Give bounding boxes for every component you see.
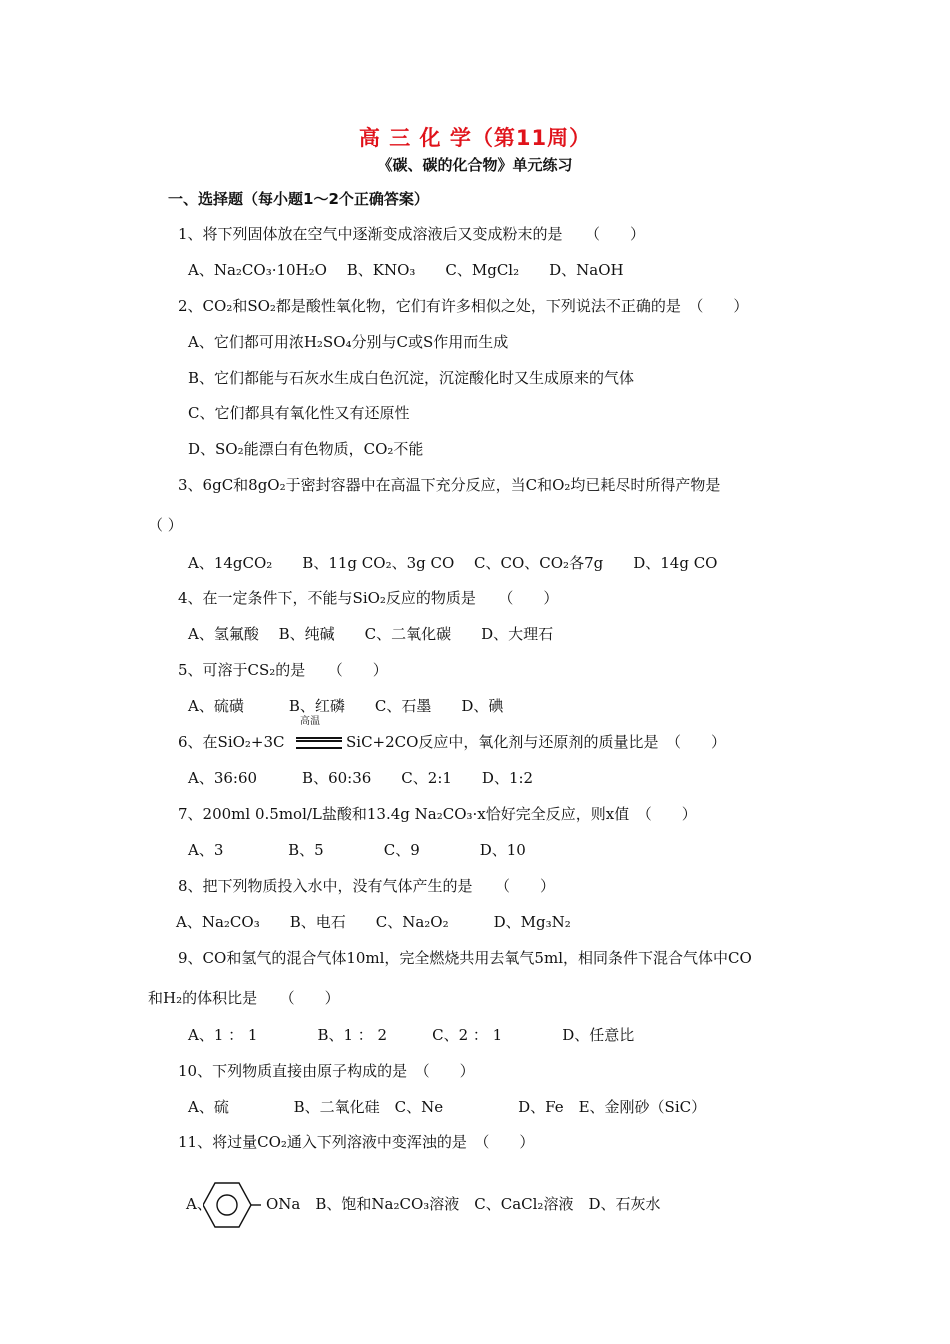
question-11: 11、将过量CO₂通入下列溶液中变浑浊的是 （ ） — [178, 1133, 535, 1151]
question-10-options: A、硫 B、二氧化硅 C、Ne D、Fe E、金刚砂（SiC） — [188, 1098, 707, 1116]
question-6-part-b: SiC+2CO反应中，氧化剂与还原剂的质量比是 （ ） — [346, 733, 726, 751]
question-6-part-a: 6、在SiO₂+3C — [178, 733, 285, 751]
question-3-continued: （ ） — [148, 516, 183, 534]
benzene-ring-icon — [203, 1180, 263, 1230]
page-subtitle: 《碳、碳的化合物》单元练习 — [377, 156, 573, 174]
question-5-options: A、硫磺 B、红磷 C、石墨 D、碘 — [188, 697, 504, 715]
question-8: 8、把下列物质投入水中，没有气体产生的是 （ ） — [178, 877, 556, 895]
question-9-continued: 和H₂的体积比是 （ ） — [148, 989, 340, 1007]
question-11-options: ONa B、饱和Na₂CO₃溶液 C、CaCl₂溶液 D、石灰水 — [266, 1195, 661, 1213]
question-5: 5、可溶于CS₂的是 （ ） — [178, 661, 388, 679]
question-6-options: A、36:60 B、60:36 C、2:1 D、1:2 — [188, 769, 534, 787]
question-2-option-d: D、SO₂能漂白有色物质，CO₂不能 — [188, 440, 424, 458]
question-7-options: A、3 B、5 C、9 D、10 — [188, 841, 526, 859]
question-2-option-a: A、它们都可用浓H₂SO₄分别与C或S作用而生成 — [188, 333, 509, 351]
reaction-equals-sign — [296, 737, 342, 749]
question-1-options: A、Na₂CO₃·10H₂O B、KNO₃ C、MgCl₂ D、NaOH — [188, 261, 624, 279]
page-title: 高 三 化 学（第11周） — [358, 126, 592, 150]
question-10: 10、下列物质直接由原子构成的是 （ ） — [178, 1062, 475, 1080]
question-8-options: A、Na₂CO₃ B、电石 C、Na₂O₂ D、Mg₃N₂ — [176, 913, 571, 931]
question-7: 7、200ml 0.5mol/L盐酸和13.4g Na₂CO₃·x恰好完全反应，则x值 （ ） — [178, 805, 697, 823]
question-4: 4、在一定条件下，不能与SiO₂反应的物质是 （ ） — [178, 589, 559, 607]
question-9-options: A、1 ： 1 B、1 ： 2 C、2 ： 1 D、任意比 — [188, 1026, 635, 1044]
section-heading: 一、选择题（每小题1～2个正确答案） — [168, 190, 429, 208]
question-2-option-b: B、它们都能与石灰水生成白色沉淀，沉淀酸化时又生成原来的气体 — [188, 369, 635, 387]
question-3-options: A、14gCO₂ B、11g CO₂、3g CO C、CO、CO₂各7g D、14g CO — [188, 554, 718, 572]
question-11-option-a-prefix: A、 — [186, 1195, 212, 1213]
question-9: 9、CO和氢气的混合气体10ml，完全燃烧共用去氧气5ml，相同条件下混合气体中CO — [178, 949, 752, 967]
reaction-condition-label: 高温 — [300, 716, 320, 727]
question-3: 3、6gC和8gO₂于密封容器中在高温下充分反应，当C和O₂均已耗尽时所得产物是 — [178, 476, 721, 494]
question-2: 2、CO₂和SO₂都是酸性氧化物，它们有许多相似之处，下列说法不正确的是 （ ） — [178, 297, 749, 315]
question-2-option-c: C、它们都具有氧化性又有还原性 — [188, 404, 410, 422]
question-1: 1、将下列固体放在空气中逐渐变成溶液后又变成粉末的是 （ ） — [178, 225, 646, 243]
question-4-options: A、氢氟酸 B、纯碱 C、二氧化碳 D、大理石 — [188, 625, 554, 643]
